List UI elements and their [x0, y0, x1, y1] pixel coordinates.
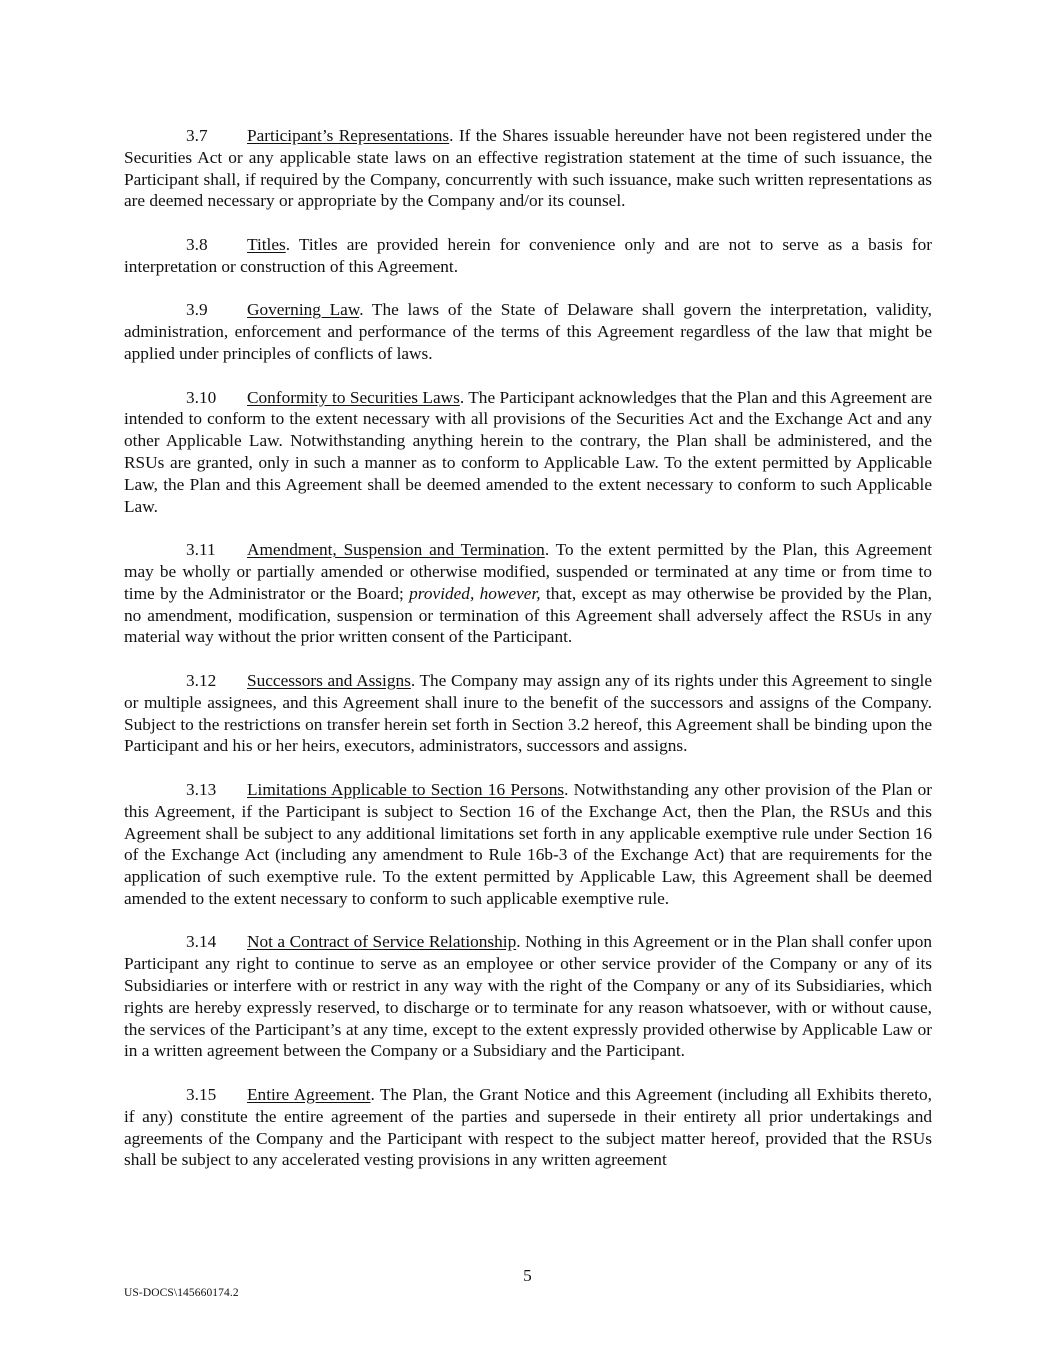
- section-title: Not a Contract of Service Relationship: [247, 932, 517, 952]
- section-title: Successors and Assigns: [247, 670, 411, 690]
- document-body: [124, 125, 932, 1193]
- section-number: 3.9: [186, 300, 208, 320]
- section-number: 3.13: [186, 779, 217, 799]
- section-text: . Notwithstanding any other provision of the Plan or this Agreement, if the Participant is subject to Section 16 of the Exchange Act, then the Plan, the RSUs and this Agreement shall be subject to any additional limitations set forth in any applicable exemptive rule under Section 16 of the Exchange Act (including any amendment to Rule 16b-3 of the Exchange Act) that are requirements for the application of such exemptive rule. To the extent permitted by Applicable Law, this Agreement shall be deemed amended to the extent necessary to conform to such applicable exemptive rule.: [124, 779, 932, 908]
- section-3-12: [124, 670, 932, 757]
- section-title: Conformity to Securities Laws: [247, 387, 460, 407]
- section-title: Amendment, Suspension and Termination: [247, 540, 545, 560]
- section-3-9: [124, 299, 932, 364]
- section-number: 3.15: [186, 1085, 217, 1105]
- section-title: Titles: [247, 234, 286, 254]
- section-text: . To the extent permitted by the Plan, this Agreement may be wholly or partially amended or otherwise modified, suspended or terminated at any time or from time to time by the Administrator or the Board;: [124, 540, 932, 603]
- section-text: . The Participant acknowledges that the Plan and this Agreement are intended to conform to the extent necessary with all provisions of the Securities Act and the Exchange Act and any other Applicable Law. Notwithstanding anything herein to the contrary, the Plan shall be administered, and the RSUs are granted, only in such a manner as to conform to Applicable Law. To the extent permitted by Applicable Law, the Plan and this Agreement shall be deemed amended to the extent necessary to conform to such Applicable Law.: [124, 387, 932, 516]
- section-title: Entire Agreement: [247, 1085, 371, 1105]
- section-text: . Titles are provided herein for convenience only and are not to serve as a basis for interpretation or construction of this Agreement.: [124, 234, 932, 276]
- section-title: Limitations Applicable to Section 16 Persons: [247, 779, 565, 799]
- section-title: Governing Law: [247, 300, 360, 320]
- section-3-15: [124, 1084, 932, 1171]
- section-3-7: [124, 125, 932, 212]
- document-id: US-DOCS\145660174.2: [124, 1287, 239, 1299]
- section-number: 3.14: [186, 932, 217, 952]
- section-number: 3.8: [186, 234, 208, 254]
- section-3-10: [124, 387, 932, 518]
- section-text: . The Plan, the Grant Notice and this Agreement (including all Exhibits thereto, if any) constitute the entire agreement of the parties and supersede in their entirety all prior undertakings and agreements of the Company and the Participant with respect to the subject matter hereof, provided that the RSUs shall be subject to any accelerated vesting provisions in any written agreement: [124, 1085, 932, 1170]
- section-title: Participant’s Representations: [247, 126, 450, 145]
- section-3-8: [124, 234, 932, 278]
- section-text: . The Company may assign any of its rights under this Agreement to single or multiple assignees, and this Agreement shall inure to the benefit of the successors and assigns of the Company. Subject to the restrictions on transfer herein set forth in Section 3.2 hereof, this Agreement shall be binding upon the Participant and his or her heirs, executors, administrators, successors and assigns.: [124, 670, 932, 756]
- section-text: . Nothing in this Agreement or in the Plan shall confer upon Participant any right to continue to serve as an employee or other service provider of the Company or any of its Subsidiaries or interfere with or restrict in any way with the right of the Company or any of its Subsidiaries, which rights are hereby expressly reserved, to discharge or to terminate for any reason whatsoever, with or without cause, the services of the Participant’s at any time, except to the extent expressly provided otherwise by Applicable Law or in a written agreement between the Company or a Subsidiary and the Participant.: [124, 932, 932, 1061]
- section-emphasis: provided, however,: [409, 583, 541, 603]
- section-text: . The laws of the State of Delaware shall govern the interpretation, validity, administration, enforcement and performance of the terms of this Agreement regardless of the law that might be applied under principles of conflicts of laws.: [124, 300, 932, 363]
- section-3-14: [124, 931, 932, 1062]
- section-number: 3.10: [186, 387, 217, 407]
- section-number: 3.11: [186, 540, 216, 560]
- section-3-13: [124, 779, 932, 910]
- page-number: 5: [523, 1266, 532, 1285]
- section-number: 3.7: [186, 126, 208, 145]
- section-text: . If the Shares issuable hereunder have not been registered under the Securities Act or any applicable state laws on an effective registration statement at the time of such issuance, the Participant shall, if required by the Company, concurrently with such issuance, make such written representations as are deemed necessary or appropriate by the Company and/or its counsel.: [124, 126, 932, 211]
- section-text-after: that, except as may otherwise be provided by the Plan, no amendment, modification, suspension or termination of this Agreement shall adversely affect the RSUs in any material way without the prior written consent of the Participant.: [124, 583, 932, 647]
- section-3-11: [124, 539, 932, 648]
- section-number: 3.12: [186, 670, 217, 690]
